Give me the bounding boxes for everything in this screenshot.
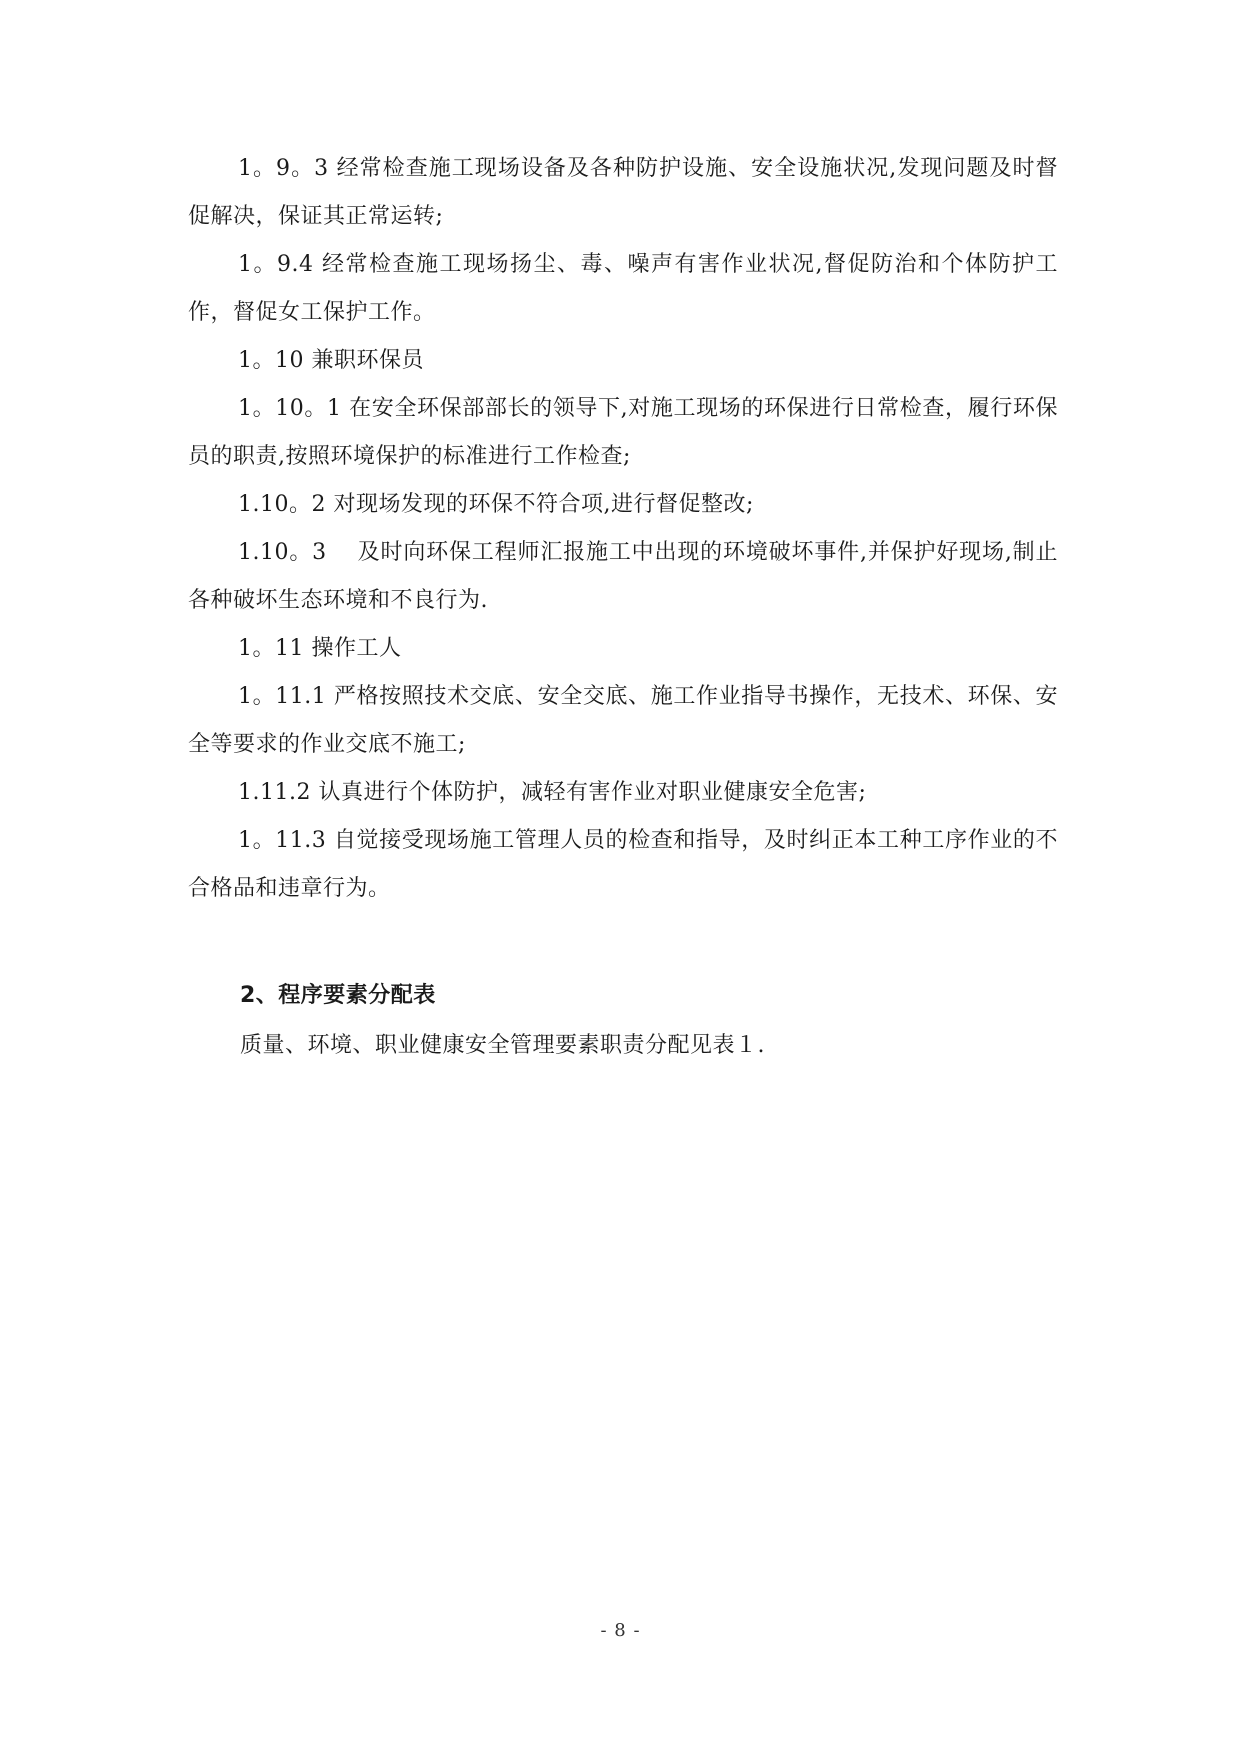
paragraph-1-10-3: 1.10。3 及时向环保工程师汇报施工中出现的环境破坏事件,并保护好现场,制止各种破坏生态环境和不良行为.	[188, 540, 1058, 613]
paragraph-1-10-1: 1。10。1 在安全环保部部长的领导下,对施工现场的环保进行日常检查，履行环保员的职责,按照环境保护的标准进行工作检查;	[188, 396, 1058, 469]
paragraph-1-11-3: 1。11.3 自觉接受现场施工管理人员的检查和指导，及时纠正本工种工序作业的不合格品和违章行为。	[188, 828, 1058, 901]
paragraph-1-9-3: 1。9。3 经常检查施工现场设备及各种防护设施、安全设施状况,发现问题及时督促解决，保证其正常运转;	[188, 156, 1058, 229]
body-text	[188, 145, 1058, 913]
paragraph-1-10-2: 1.10。2 对现场发现的环保不符合项,进行督促整改;	[238, 492, 754, 517]
section-2-body: 质量、环境、职业健康安全管理要素职责分配见表１.	[240, 1033, 765, 1058]
paragraph-1-11-2: 1.11.2 认真进行个体防护，减轻有害作业对职业健康安全危害;	[238, 780, 867, 805]
paragraph-1-11-1: 1。11.1 严格按照技术交底、安全交底、施工作业指导书操作，无技术、环保、安全等要求的作业交底不施工;	[188, 684, 1058, 757]
heading-1-10: 1。10 兼职环保员	[238, 348, 424, 373]
page-number: - 8 -	[600, 1620, 641, 1641]
paragraph-1-9-4: 1。9.4 经常检查施工现场扬尘、毒、噪声有害作业状况,督促防治和个体防护工作，督促女工保护工作。	[188, 252, 1058, 325]
heading-1-11: 1。11 操作工人	[238, 636, 402, 661]
section-2-heading: 2、程序要素分配表	[240, 983, 436, 1008]
